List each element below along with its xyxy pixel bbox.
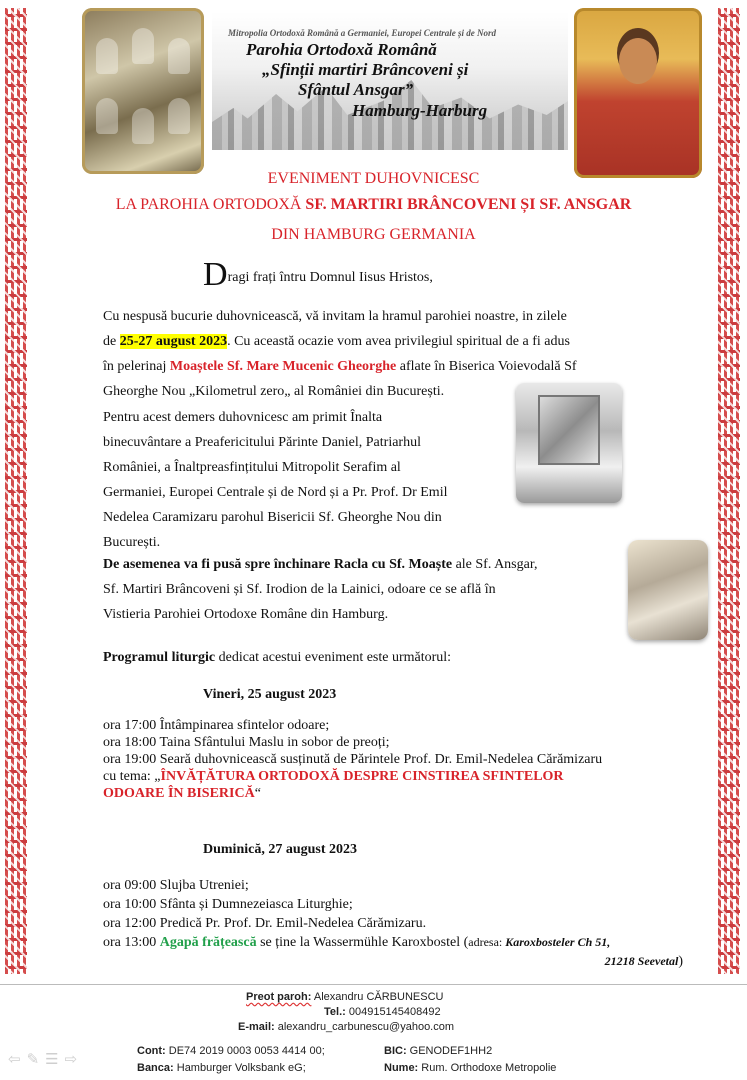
paragraph-blessing: Pentru acest demers duhovnicesc am primit Înalta binecuvântare a Preafericitului Părinte Daniel, Patriarhul României, a Înaltpreasfințitului Mitropolit Serafim al Germaniei, Europei Centrale și de Nord și a Pr. Prof. Dr Emil Nedelea Caramizaru parohul Bisericii Sf. Gheorghe Nou din București. bbox=[103, 410, 448, 550]
event-location: DIN HAMBURG GERMANIA bbox=[271, 226, 476, 243]
friday-title: Vineri, 25 august 2023 bbox=[203, 687, 337, 702]
event-subtitle: LA PAROHIA ORTODOXĂ SF. MARTIRI BRÂNCOVENI ȘI SF. ANSGAR bbox=[115, 196, 632, 213]
menu-icon[interactable]: ☰ bbox=[45, 1050, 65, 1068]
footer-email: E-mail: alexandru_carbunescu@yahoo.com bbox=[238, 1021, 455, 1033]
saint-ansgar-icon-image bbox=[574, 8, 702, 178]
list-item: ora 12:00 Predică Pr. Prof. Dr. Emil-Nedelea Cărămizaru. bbox=[103, 916, 427, 931]
footer-divider bbox=[0, 984, 747, 985]
list-item: ora 10:00 Sfânta și Dumnezeiasca Liturghie; bbox=[103, 897, 353, 912]
event-title: EVENIMENT DUHOVNICESC bbox=[267, 170, 480, 187]
footer-account-name: Nume: Rum. Orthodoxe Metropolie bbox=[384, 1062, 557, 1074]
footer-bank: Banca: Hamburger Volksbank eG; bbox=[137, 1062, 306, 1074]
list-item: ora 18:00 Taina Sfântului Maslu in sobor de preoți; bbox=[103, 735, 390, 750]
relics-icon-photo bbox=[516, 383, 622, 503]
left-ornament-border bbox=[5, 8, 27, 974]
footer-phone: Tel.: 004915145408492 bbox=[324, 1006, 441, 1018]
paragraph-invitation: Cu nespusă bucurie duhovnicească, vă invitam la hramul parohiei noastre, in zilele de 25-27 august 2023. Cu această ocazie vom avea privilegiul spiritual de a fi adus în pelerinaj Moaștele Sf. Mare Mucenic Gheorghe aflate în Biserica Voievodală Sf Gheorghe Nou „Kilometrul zero„ al României din București. bbox=[103, 309, 577, 399]
parish-name-line3: Sfântul Ansgar” bbox=[298, 80, 414, 99]
right-ornament-border bbox=[718, 8, 740, 974]
paragraph-reliquary: De asemenea va fi pusă spre închinare Racla cu Sf. Moaște ale Sf. Ansgar, Sf. Martiri Brâncoveni și Sf. Irodion de la Lainici, odoare ce se află în Vistieria Parohiei Ortodoxe Române din Hamburg. bbox=[103, 557, 538, 622]
parish-name-line4: Hamburg-Harburg bbox=[352, 101, 488, 120]
list-item: ora 19:00 Seară duhovnicească susținută de Părintele Prof. Dr. Emil-Nedelea Cărămizaru bbox=[103, 752, 603, 767]
viewer-toolbar bbox=[8, 1050, 83, 1068]
program-intro: Programul liturgic dedicat acestui eveniment este următorul: bbox=[103, 650, 452, 665]
forward-arrow-icon[interactable]: ⇨ bbox=[64, 1050, 84, 1068]
friday-schedule: ora 17:00 Întâmpinarea sfintelor odoare; ora 18:00 Taina Sfântului Maslu in sobor de preoți; ora 19:00 Seară duhovnicească susținută de Părintele Prof. Dr. Emil-Nedelea Cărămizaru cu tema: „ÎNVĂȚĂTURA ORTODOXĂ DESPRE CINSTIREA SFINTELOR ODOARE ÎN BISERICĂ“ bbox=[103, 717, 713, 802]
footer-priest: Preot paroh: Alexandru CĂRBUNESCU bbox=[246, 991, 444, 1003]
parish-name-line2: „Sfinții martiri Brâncoveni și bbox=[262, 60, 469, 79]
footer-account: Cont: DE74 2019 0003 0053 4414 00; bbox=[137, 1045, 325, 1057]
sunday-title: Duminică, 27 august 2023 bbox=[203, 842, 358, 857]
parish-name-line1: Parohia Ortodoxă Română bbox=[246, 40, 437, 59]
reliquary-photo bbox=[628, 540, 708, 640]
metropolis-line: Mitropolia Ortodoxă Română a Germaniei, Europei Centrale și de Nord bbox=[228, 28, 497, 38]
list-item: ora 09:00 Slujba Utreniei; bbox=[103, 878, 249, 893]
pencil-icon[interactable]: ✎ bbox=[26, 1050, 46, 1068]
saints-silver-icon-image bbox=[82, 8, 204, 174]
greeting: Dragi frați întru Domnul Iisus Hristos, bbox=[203, 256, 433, 293]
list-item: ora 17:00 Întâmpinarea sfintelor odoare; bbox=[103, 718, 330, 733]
back-arrow-icon[interactable]: ⇦ bbox=[8, 1050, 27, 1068]
sunday-schedule: ora 09:00 Slujba Utreniei; ora 10:00 Sfânta și Dumnezeiasca Liturghie; ora 12:00 Predică Pr. Prof. Dr. Emil-Nedelea Cărămizaru. ora 13:00 Agapă frățească se ține la Wassermühle Karoxbostel (adresa: Karoxbosteler Ch 51, 21218 Seevetal) bbox=[103, 876, 713, 971]
footer-bic: BIC: GENODEF1HH2 bbox=[384, 1045, 493, 1057]
